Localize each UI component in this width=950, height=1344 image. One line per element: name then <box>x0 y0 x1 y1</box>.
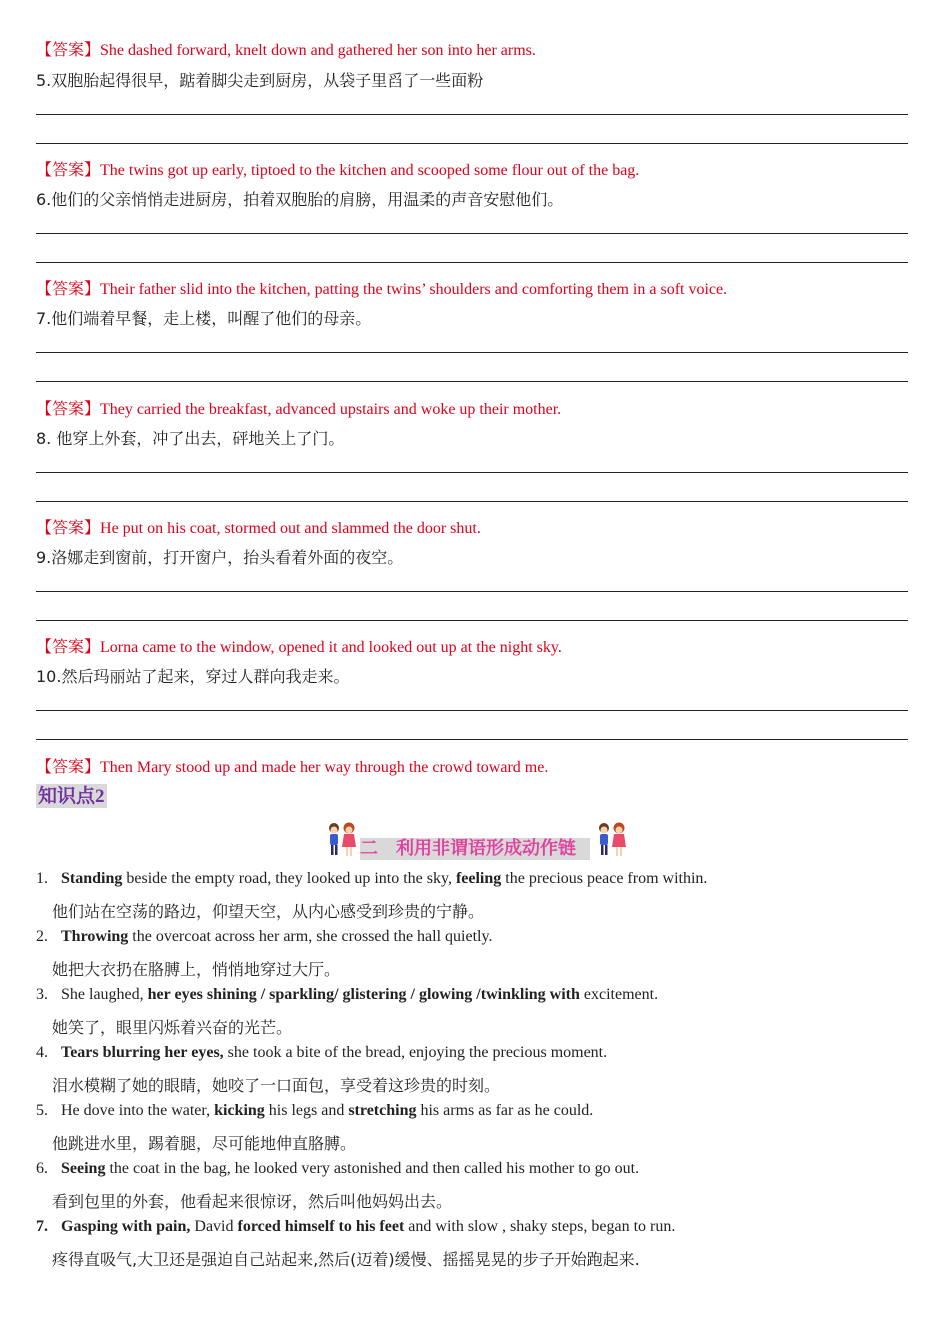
sentence-text: He dove into the water, <box>61 1102 215 1119</box>
answer-line <box>36 157 639 180</box>
question-line: 7.他们端着早餐，走上楼，叫醒了他们的母亲。 <box>36 309 372 328</box>
sentence-text: the overcoat across her arm, she crossed the hall quietly. <box>128 928 493 945</box>
highlighted-phrase: forced himself to his feet <box>237 1218 405 1235</box>
example-translation: 看到包里的外套，他看起来很惊讶，然后叫他妈妈出去。 <box>52 1192 453 1211</box>
highlighted-phrase: her eyes shining / sparkling/ glistering / glowing /twinkling with <box>147 986 580 1003</box>
example-number: 4. <box>36 1044 48 1061</box>
answer-text: Then Mary stood up and made her way through the crowd toward me. <box>100 759 549 776</box>
example-sentence <box>36 1044 607 1062</box>
sentence-text: the coat in the bag, he looked very astonished and then called his mother to go out. <box>105 1160 640 1177</box>
example-sentence <box>36 1218 675 1236</box>
highlighted-phrase: feeling <box>455 870 502 887</box>
question-line: 10.然后玛丽站了起来，穿过人群向我走来。 <box>36 667 350 686</box>
answer-tag: 【答案】 <box>36 757 101 776</box>
knowledge-point-number: 2 <box>95 786 105 807</box>
example-sentence <box>36 1160 639 1178</box>
section-title: 二 利用非谓语形成动作链 <box>360 838 590 860</box>
highlighted-phrase: stretching <box>348 1102 417 1119</box>
answer-blank-line[interactable] <box>36 381 908 382</box>
sentence-text: David <box>190 1218 238 1235</box>
answer-blank-line[interactable] <box>36 233 908 234</box>
sentence-text: his legs and <box>264 1102 349 1119</box>
answer-text: She dashed forward, knelt down and gathered her son into her arms. <box>100 42 536 59</box>
example-sentence <box>36 1102 593 1120</box>
answer-blank-line[interactable] <box>36 501 908 502</box>
sentence-text: his arms as far as he could. <box>416 1102 594 1119</box>
answer-blank-line[interactable] <box>36 620 908 621</box>
example-sentence <box>36 928 492 946</box>
sentence-text: She laughed, <box>61 986 148 1003</box>
section-heading <box>324 820 630 862</box>
answer-line <box>36 276 727 299</box>
example-number: 7. <box>36 1218 48 1235</box>
answer-blank-line[interactable] <box>36 262 908 263</box>
highlighted-phrase: Tears blurring her eyes, <box>61 1044 224 1061</box>
question-line: 6.他们的父亲悄悄走进厨房，拍着双胞胎的肩膀，用温柔的声音安慰他们。 <box>36 190 564 209</box>
knowledge-point-text: 知识点 <box>38 785 96 807</box>
sentence-text: beside the empty road, they looked up into the sky, <box>122 870 456 887</box>
answer-blank-line[interactable] <box>36 710 908 711</box>
answer-blank-line[interactable] <box>36 739 908 740</box>
question-line: 9.洛娜走到窗前，打开窗户，抬头看着外面的夜空。 <box>36 548 404 567</box>
answer-line <box>36 37 536 60</box>
question-line: 8. 他穿上外套，冲了出去，砰地关上了门。 <box>36 429 345 448</box>
sentence-text: and with slow , shaky steps, began to run. <box>404 1218 676 1235</box>
answer-blank-line[interactable] <box>36 472 908 473</box>
example-number: 2. <box>36 928 48 945</box>
answer-text: They carried the breakfast, advanced upstairs and woke up their mother. <box>100 401 562 418</box>
answer-line <box>36 634 562 657</box>
example-translation: 他们站在空荡的路边，仰望天空，从内心感受到珍贵的宁静。 <box>52 902 485 921</box>
answer-blank-line[interactable] <box>36 114 908 115</box>
answer-text: The twins got up early, tiptoed to the kitchen and scooped some flour out of the bag. <box>100 162 640 179</box>
answer-blank-line[interactable] <box>36 143 908 144</box>
answer-text: Their father slid into the kitchen, patting the twins’ shoulders and comforting them in a soft voice. <box>100 281 728 298</box>
example-number: 5. <box>36 1102 48 1119</box>
highlighted-phrase: Seeing <box>61 1160 106 1177</box>
children-icon <box>324 820 360 860</box>
example-translation: 泪水模糊了她的眼睛，她咬了一口面包，享受着这珍贵的时刻。 <box>52 1076 501 1095</box>
highlighted-phrase: Throwing <box>61 928 129 945</box>
answer-tag: 【答案】 <box>36 160 101 179</box>
example-translation: 她笑了，眼里闪烁着兴奋的光芒。 <box>52 1018 293 1037</box>
highlighted-phrase: Gasping with pain, <box>61 1218 191 1235</box>
answer-text: He put on his coat, stormed out and slammed the door shut. <box>100 520 481 537</box>
knowledge-point-label <box>36 784 107 808</box>
example-sentence <box>36 986 658 1004</box>
example-number: 3. <box>36 986 48 1003</box>
answer-tag: 【答案】 <box>36 279 101 298</box>
answer-line <box>36 396 561 419</box>
question-line: 5.双胞胎起得很早，踮着脚尖走到厨房，从袋子里舀了一些面粉 <box>36 71 484 90</box>
sentence-text: she took a bite of the bread, enjoying the precious moment. <box>223 1044 608 1061</box>
sentence-text: the precious peace from within. <box>501 870 708 887</box>
answer-tag: 【答案】 <box>36 637 101 656</box>
answer-tag: 【答案】 <box>36 518 101 537</box>
answer-line <box>36 515 481 538</box>
answer-tag: 【答案】 <box>36 40 101 59</box>
example-number: 1. <box>36 870 48 887</box>
example-sentence <box>36 870 707 888</box>
example-translation: 她把大衣扔在胳膊上，悄悄地穿过大厅。 <box>52 960 341 979</box>
highlighted-phrase: Standing <box>61 870 123 887</box>
highlighted-phrase: kicking <box>214 1102 265 1119</box>
answer-tag: 【答案】 <box>36 399 101 418</box>
answer-text: Lorna came to the window, opened it and looked out up at the night sky. <box>100 639 562 656</box>
example-translation: 他跳进水里，踢着腿，尽可能地伸直胳膊。 <box>52 1134 357 1153</box>
answer-blank-line[interactable] <box>36 591 908 592</box>
answer-blank-line[interactable] <box>36 352 908 353</box>
example-translation: 疼得直吸气,大卫还是强迫自己站起来,然后(迈着)缓慢、摇摇晃晃的步子开始跑起来. <box>52 1250 640 1269</box>
sentence-text: excitement. <box>579 986 659 1003</box>
answer-line <box>36 754 548 777</box>
children-icon <box>594 820 630 860</box>
example-number: 6. <box>36 1160 48 1177</box>
